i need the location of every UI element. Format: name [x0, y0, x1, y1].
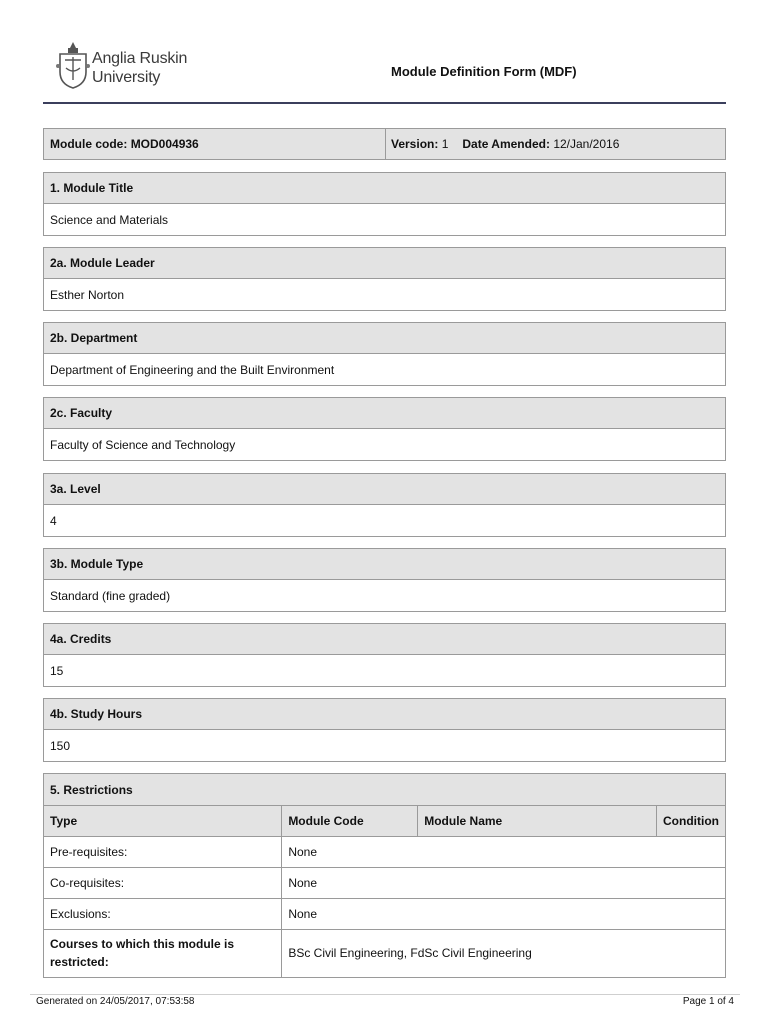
section-value: 150: [44, 730, 725, 761]
section-value: Esther Norton: [44, 279, 725, 310]
section-heading: 3b. Module Type: [44, 549, 725, 580]
section-value: Science and Materials: [44, 204, 725, 235]
section-heading: 2c. Faculty: [44, 398, 725, 429]
generated-timestamp: Generated on 24/05/2017, 07:53:58: [36, 996, 195, 1007]
column-header: Condition: [657, 806, 725, 837]
section-heading: 4b. Study Hours: [44, 699, 725, 730]
column-header: Module Code: [282, 806, 418, 837]
section-restrictions: [43, 773, 726, 978]
section-study-hours: [43, 698, 726, 762]
section-value: 4: [44, 505, 725, 536]
logo-line2: University: [92, 69, 161, 86]
section-value: Department of Engineering and the Built Environment: [44, 354, 725, 385]
date-amended-value: 12/Jan/2016: [553, 137, 620, 151]
logo-line1: Anglia Ruskin: [92, 50, 188, 67]
restrictions-table: [44, 805, 725, 977]
restriction-type: Exclusions:: [44, 899, 282, 930]
section-module-leader: [43, 247, 726, 311]
section-department: [43, 322, 726, 386]
form-title: Module Definition Form (MDF): [391, 64, 577, 79]
section-faculty: [43, 397, 726, 461]
section-heading: 2b. Department: [44, 323, 725, 354]
column-header: Type: [44, 806, 282, 837]
column-header: Module Name: [418, 806, 657, 837]
table-header-row: [44, 806, 725, 837]
section-module-title: [43, 172, 726, 236]
header-divider: [43, 102, 726, 104]
module-code-cell: [44, 129, 386, 159]
table-row: [44, 899, 725, 930]
date-amended-label: Date Amended:: [462, 137, 550, 151]
version-value: 1: [441, 137, 449, 151]
section-value: Faculty of Science and Technology: [44, 429, 725, 460]
table-row: [44, 837, 725, 868]
restriction-value: BSc Civil Engineering, FdSc Civil Engineering: [282, 930, 725, 977]
crest-icon: [56, 40, 90, 90]
section-heading: 2a. Module Leader: [44, 248, 725, 279]
section-heading: 4a. Credits: [44, 624, 725, 655]
section-heading: 5. Restrictions: [44, 774, 725, 805]
module-code-box: [43, 128, 726, 160]
version-cell: [386, 129, 725, 159]
restriction-value: None: [282, 899, 725, 930]
module-code-value: MOD004936: [130, 137, 199, 151]
version-label: Version:: [391, 137, 439, 151]
table-row: [44, 930, 725, 977]
section-value: Standard (fine graded): [44, 580, 725, 611]
module-code-label: Module code:: [50, 137, 128, 151]
restriction-type: Co-requisites:: [44, 868, 282, 899]
table-row: [44, 868, 725, 899]
section-level: [43, 473, 726, 537]
section-heading: 1. Module Title: [44, 173, 725, 204]
restriction-type: Courses to which this module is restricted:: [44, 930, 282, 977]
page-number: Page 1 of 4: [682, 996, 734, 1007]
restriction-value: None: [282, 837, 725, 868]
restriction-type: Pre-requisites:: [44, 837, 282, 868]
section-module-type: [43, 548, 726, 612]
page-header: [43, 36, 726, 104]
restriction-value: None: [282, 868, 725, 899]
section-heading: 3a. Level: [44, 474, 725, 505]
section-value: 15: [44, 655, 725, 686]
footer-divider: [30, 994, 740, 995]
section-credits: [43, 623, 726, 687]
university-logo: [56, 40, 226, 92]
